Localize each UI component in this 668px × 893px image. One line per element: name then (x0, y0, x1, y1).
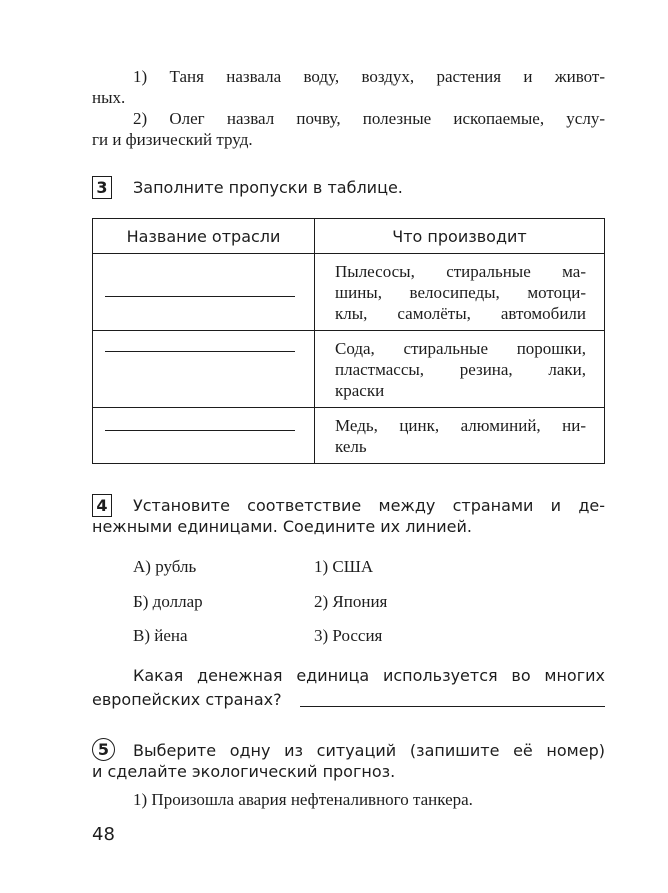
country-japan[interactable]: 2) Япония (314, 592, 388, 611)
item-2-line-1: 2) Олег назвал почву, полезные ископаемые, услу- (133, 109, 605, 128)
page-number: 48 (92, 824, 115, 845)
currency-dollar[interactable]: Б) доллар (133, 592, 203, 611)
currency-yen[interactable]: В) йена (133, 626, 188, 645)
euro-question-line-2: европейских странах? (92, 690, 282, 709)
product-line: кель (335, 437, 367, 456)
country-russia[interactable]: 3) Россия (314, 626, 383, 645)
industry-table (92, 218, 605, 464)
industry-blank-cell-1[interactable] (93, 254, 315, 331)
task-5-title-line-1: Выберите одну из ситуаций (запишите её номер) (133, 741, 605, 760)
industry-blank-cell-3[interactable] (93, 408, 315, 464)
product-line: краски (335, 381, 385, 400)
task-3-title: Заполните пропуски в таблице. (133, 178, 403, 197)
task-5-title-line-2: и сделайте экологический прогноз. (92, 762, 396, 781)
task-5-number: 5 (92, 738, 115, 761)
product-line: шины, велосипеды, мотоци- (335, 283, 586, 302)
task-4-title-line-1: Установите соответствие между странами и де- (133, 496, 605, 515)
answer-line[interactable] (105, 351, 295, 352)
item-1-line-2: ных. (92, 88, 126, 107)
task-4-title-line-2: нежными единицами. Соедините их линией. (92, 517, 473, 536)
currency-rouble[interactable]: А) рубль (133, 557, 197, 576)
product-line: Сода, стиральные порошки, (335, 339, 586, 358)
product-line: пластмассы, резина, лаки, (335, 360, 586, 379)
product-cell-3 (315, 408, 604, 463)
table-row (93, 331, 605, 408)
country-usa[interactable]: 1) США (314, 557, 374, 576)
item-2-line-2: ги и физический труд. (92, 130, 253, 149)
answer-line[interactable] (105, 296, 295, 297)
industry-blank-cell-2[interactable] (93, 331, 315, 408)
item-1-line-1: 1) Таня назвала воду, воздух, растения и живот- (133, 67, 605, 86)
task-5-item-1: 1) Произошла авария нефтеналивного танкера. (133, 790, 473, 809)
product-line: Медь, цинк, алюминий, ни- (335, 416, 586, 435)
product-line: Пылесосы, стиральные ма- (335, 262, 586, 281)
table-row (93, 254, 605, 331)
header-industry: Название отрасли (93, 219, 315, 254)
table-row (93, 408, 605, 464)
task-4-number: 4 (92, 494, 112, 517)
table-header-row (93, 219, 605, 254)
product-line: клы, самолёты, автомобили (335, 304, 586, 323)
product-cell-2 (315, 331, 604, 407)
answer-line[interactable] (105, 430, 295, 431)
product-cell-1 (315, 254, 604, 330)
euro-question-line-1: Какая денежная единица используется во многих (133, 666, 605, 685)
euro-answer-line[interactable] (300, 706, 605, 707)
header-product: Что производит (315, 219, 605, 254)
task-3-number: 3 (92, 176, 112, 199)
